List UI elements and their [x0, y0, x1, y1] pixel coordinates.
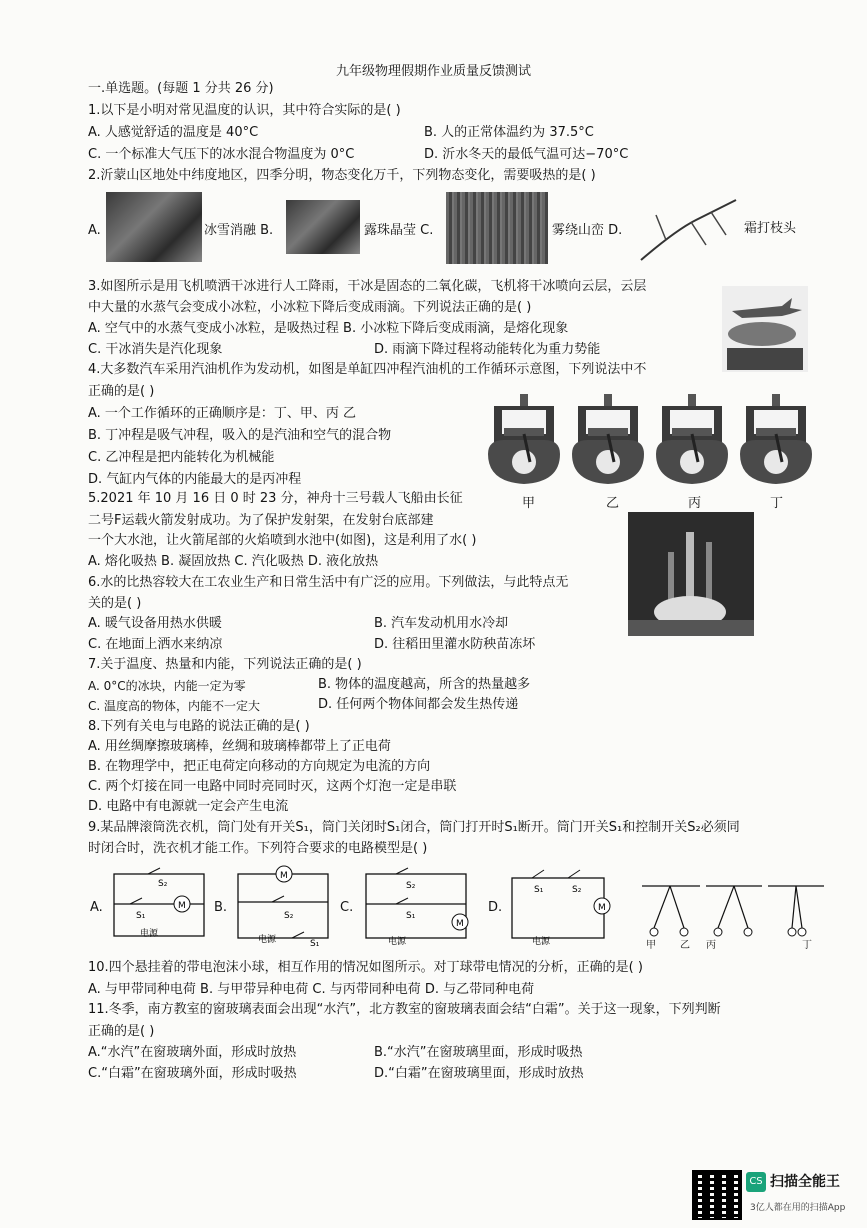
- engine-label-bing: 丙: [688, 496, 702, 511]
- q11-line2: 正确的是( ): [88, 1024, 155, 1039]
- q10-stem: 10.四个悬挂着的带电泡沫小球，相互作用的情况如图所示。对丁球带电情况的分析，正确的是( ): [88, 960, 643, 975]
- q7-option-b: B. 物体的温度越高，所含的热量越多: [318, 677, 531, 692]
- page-title: 九年级物理假期作业质量反馈测试: [335, 64, 531, 79]
- q10-options: A. 与甲带同种电荷 B. 与甲带异种电荷 C. 与丙带同种电荷 D. 与乙带同种电荷: [88, 982, 535, 997]
- svg-text:S₁: S₁: [310, 939, 320, 948]
- q8-option-c: C. 两个灯接在同一电路中同时亮同时灭，这两个灯泡一定是串联: [88, 779, 457, 794]
- rocket-launch-photo: [628, 512, 754, 636]
- q1-option-b: B. 人的正常体温约为 37.5°C: [424, 125, 594, 140]
- q11-option-c: C.“白霜”在窗玻璃外面，形成时吸热: [88, 1066, 297, 1081]
- q4-line1: 4.大多数汽车采用汽油机作为发动机，如图是单缸四冲程汽油机的工作循环示意图，下列说法中不: [88, 362, 647, 377]
- circuit-b-diagram: [232, 862, 336, 948]
- q5-line2: 二号F运载火箭发射成功。为了保护发射架，在发射台底部建: [88, 513, 434, 528]
- q3-option-c: C. 干冰消失是汽化现象: [88, 342, 223, 357]
- svg-text:M: M: [598, 903, 606, 913]
- q2-option-c-caption: 雾绕山峦 D.: [552, 223, 623, 238]
- q1-option-a: A. 人感觉舒适的温度是 40°C: [88, 125, 259, 140]
- q8-option-a: A. 用丝绸摩擦玻璃棒，丝绸和玻璃棒都带上了正电荷: [88, 739, 391, 754]
- q2-option-b-caption: 露珠晶莹 C.: [364, 223, 434, 238]
- q2-option-d-caption: 霜打枝头: [744, 221, 797, 236]
- q11-option-a: A.“水汽”在窗玻璃外面，形成时放热: [88, 1045, 297, 1060]
- q11-line1: 11.冬季，南方教室的窗玻璃表面会出现“水汽”，北方教室的窗玻璃表面会结“白霜”。关于这一现象，下列判断: [88, 1002, 721, 1017]
- ball-label-yi: 乙: [680, 940, 690, 951]
- ball-label-bing: 丙: [706, 940, 716, 951]
- q3-line2: 中大量的水蒸气会变成小冰粒，小冰粒下降后变成雨滴。下列说法正确的是( ): [88, 300, 532, 315]
- scanner-logo-icon: CS: [746, 1172, 766, 1192]
- circuit-d-diagram: [506, 866, 616, 946]
- q6-option-c: C. 在地面上洒水来纳凉: [88, 637, 223, 652]
- dew-photo: [286, 200, 360, 254]
- circuit-a-diagram: [106, 866, 210, 944]
- svg-text:电源: 电源: [140, 929, 159, 939]
- svg-text:S₂: S₂: [406, 881, 416, 891]
- engine-label-ding: 丁: [770, 496, 784, 511]
- q7-option-d: D. 任何两个物体间都会发生热传递: [318, 697, 519, 712]
- svg-text:S₁: S₁: [136, 911, 146, 921]
- q3-option-d: D. 雨滴下降过程将动能转化为重力势能: [374, 342, 601, 357]
- q1-option-c: C. 一个标准大气压下的冰水混合物温度为 0°C: [88, 147, 355, 162]
- q6-option-a: A. 暖气设备用热水供暖: [88, 616, 222, 631]
- svg-text:M: M: [178, 901, 186, 911]
- q2-option-a-letter: A.: [88, 223, 101, 238]
- q11-option-d: D.“白霜”在窗玻璃里面，形成时放热: [374, 1066, 584, 1081]
- engine-strokes-diagram: [486, 392, 822, 492]
- hanging-balls-diagram: [640, 880, 826, 950]
- q9-line1: 9.某品牌滚筒洗衣机，筒门处有开关S₁，筒门关闭时S₁闭合，筒门打开时S₁断开。筒门开关S₁和控制开关S₂必须同: [88, 820, 740, 835]
- q8-option-d: D. 电路中有电源就一定会产生电流: [88, 799, 289, 814]
- circuit-d-letter: D.: [488, 900, 503, 915]
- ball-label-ding: 丁: [802, 940, 812, 951]
- q4-option-b: B. 丁冲程是吸气冲程，吸入的是汽油和空气的混合物: [88, 428, 392, 443]
- q6-line2: 关的是( ): [88, 596, 142, 611]
- q9-line2: 时闭合时，洗衣机才能工作。下列符合要求的电路模型是( ): [88, 841, 428, 856]
- engine-label-yi: 乙: [606, 496, 620, 511]
- circuit-c-letter: C.: [340, 900, 354, 915]
- q1-option-d: D. 沂水冬天的最低气温可达−70°C: [424, 147, 629, 162]
- svg-text:S₂: S₂: [284, 911, 294, 921]
- q2-option-a-caption: 冰雪消融 B.: [204, 223, 274, 238]
- svg-text:M: M: [456, 919, 464, 929]
- q6-line1: 6.水的比热容较大在工农业生产和日常生活中有广泛的应用。下列做法，与此特点无: [88, 575, 569, 590]
- q7-stem: 7.关于温度、热量和内能，下列说法正确的是( ): [88, 657, 362, 672]
- q6-option-b: B. 汽车发动机用水冷却: [374, 616, 509, 631]
- svg-text:M: M: [280, 871, 288, 881]
- circuit-b-letter: B.: [214, 900, 228, 915]
- svg-text:S₁: S₁: [534, 885, 544, 895]
- q3-line1: 3.如图所示是用飞机喷洒干冰进行人工降雨，干冰是固态的二氧化碳，飞机将干冰喷向云层，云层: [88, 279, 647, 294]
- q11-option-b: B.“水汽”在窗玻璃里面，形成时吸热: [374, 1045, 583, 1060]
- q4-option-c: C. 乙冲程是把内能转化为机械能: [88, 450, 275, 465]
- q6-option-d: D. 往稻田里灌水防秧苗冻坏: [374, 637, 536, 652]
- ball-label-jia: 甲: [646, 940, 656, 951]
- plane-cloud-image: [722, 286, 808, 372]
- svg-text:S₂: S₂: [572, 885, 582, 895]
- q4-option-a: A. 一个工作循环的正确顺序是：丁、甲、丙 乙: [88, 406, 357, 421]
- q4-option-d: D. 气缸内气体的内能最大的是丙冲程: [88, 472, 302, 487]
- circuit-a-letter: A.: [90, 900, 103, 915]
- ice-melting-photo: [106, 192, 202, 262]
- section-heading: 一.单选题。(每题 1 分共 26 分): [88, 81, 274, 96]
- circuit-c-diagram: [360, 866, 476, 946]
- frost-branch-image: [636, 190, 740, 266]
- q5-line1: 5.2021 年 10 月 16 日 0 时 23 分，神舟十三号载人飞船由长征: [88, 491, 463, 506]
- fog-mountain-photo: [446, 192, 548, 264]
- svg-text:电源: 电源: [388, 937, 407, 946]
- q5-options: A. 熔化吸热 B. 凝固放热 C. 汽化吸热 D. 液化放热: [88, 554, 379, 569]
- q8-stem: 8.下列有关电与电路的说法正确的是( ): [88, 719, 310, 734]
- engine-label-jia: 甲: [522, 496, 536, 511]
- q4-line2: 正确的是( ): [88, 384, 155, 399]
- scanner-brand: 扫描全能王: [770, 1174, 840, 1190]
- svg-text:S₁: S₁: [406, 911, 416, 921]
- svg-text:电源: 电源: [258, 935, 277, 945]
- q7-option-a: A. 0°C的冰块，内能一定为零: [88, 679, 246, 693]
- qr-code-icon: [692, 1170, 742, 1220]
- q7-option-c: C. 温度高的物体，内能不一定大: [88, 699, 261, 713]
- q2-stem: 2.沂蒙山区地处中纬度地区，四季分明，物态变化万千，下列物态变化，需要吸热的是( ): [88, 168, 596, 183]
- q8-option-b: B. 在物理学中，把正电荷定向移动的方向规定为电流的方向: [88, 759, 431, 774]
- q3-options-ab: A. 空气中的水蒸气变成小冰粒，是吸热过程 B. 小冰粒下降后变成雨滴，是熔化现象: [88, 321, 569, 336]
- svg-text:S₂: S₂: [158, 879, 168, 889]
- q1-stem: 1.以下是小明对常见温度的认识，其中符合实际的是( ): [88, 103, 401, 118]
- q5-line3: 一个大水池，让火箭尾部的火焰喷到水池中(如图)，这是利用了水( ): [88, 533, 477, 548]
- svg-text:电源: 电源: [532, 937, 551, 946]
- scanner-tagline: 3亿人都在用的扫描App: [750, 1203, 846, 1213]
